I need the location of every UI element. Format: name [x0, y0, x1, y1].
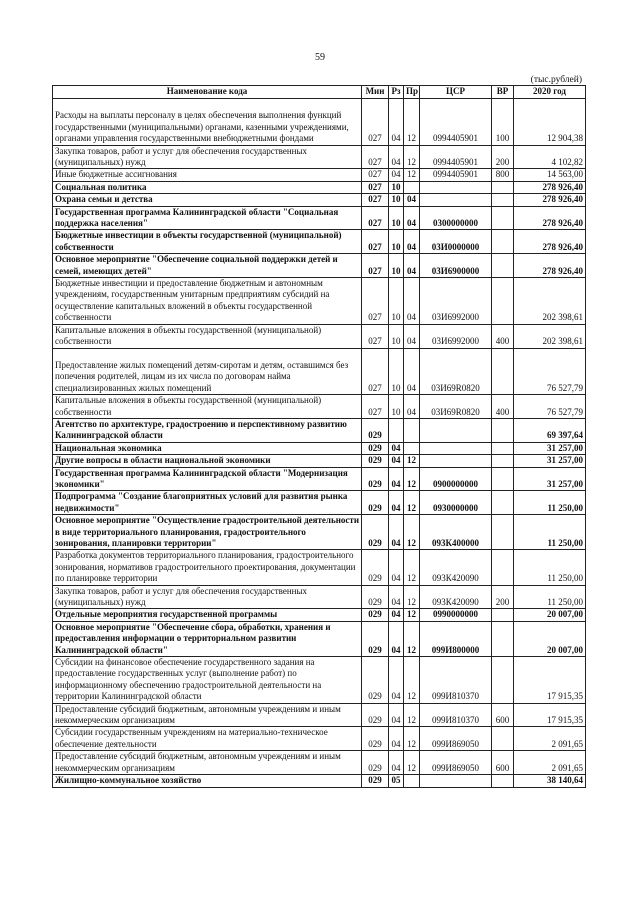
cell-min: 029	[362, 585, 389, 609]
cell-pr	[404, 775, 420, 787]
cell-pr: 12	[404, 585, 420, 609]
cell-rz: 10	[389, 254, 404, 278]
cell-name: Предоставление субсидий бюджетным, автономным учреждениям и иным некоммерческим организациям	[53, 751, 362, 775]
cell-vr: 400	[492, 395, 514, 419]
cell-rz: 04	[389, 703, 404, 727]
cell-csr	[420, 775, 492, 787]
cell-min: 027	[362, 206, 389, 230]
cell-rz: 10	[389, 194, 404, 206]
table-row	[53, 324, 586, 348]
table-row	[53, 775, 586, 787]
cell-rz: 10	[389, 278, 404, 325]
cell-name: Агентство по архитектуре, градостроению и перспективному развитию Калининградской области	[53, 418, 362, 442]
header-pr: Пр	[404, 86, 420, 99]
cell-vr	[492, 181, 514, 193]
cell-pr: 12	[404, 491, 420, 515]
cell-pr: 12	[404, 455, 420, 467]
cell-amount: 2 091,65	[514, 751, 586, 775]
cell-rz: 05	[389, 775, 404, 787]
table-row	[53, 278, 586, 325]
cell-rz: 04	[389, 99, 404, 146]
cell-min: 029	[362, 609, 389, 621]
cell-vr	[492, 609, 514, 621]
cell-pr: 04	[404, 278, 420, 325]
cell-name: Жилищно-коммунальное хозяйство	[53, 775, 362, 787]
table-row	[53, 621, 586, 656]
cell-min: 029	[362, 442, 389, 454]
cell-min: 029	[362, 775, 389, 787]
cell-amount: 11 250,00	[514, 550, 586, 585]
cell-vr	[492, 230, 514, 254]
cell-amount: 2 091,65	[514, 727, 586, 751]
cell-rz: 10	[389, 395, 404, 419]
cell-rz: 04	[389, 751, 404, 775]
cell-pr: 04	[404, 348, 420, 395]
cell-rz: 04	[389, 621, 404, 656]
cell-amount: 278 926,40	[514, 206, 586, 230]
cell-csr	[420, 194, 492, 206]
cell-amount: 278 926,40	[514, 230, 586, 254]
cell-vr	[492, 455, 514, 467]
cell-csr: 099И800000	[420, 621, 492, 656]
cell-amount: 17 915,35	[514, 703, 586, 727]
cell-min: 027	[362, 145, 389, 169]
budget-table	[52, 85, 586, 788]
cell-min: 029	[362, 467, 389, 491]
cell-min: 027	[362, 181, 389, 193]
cell-pr: 12	[404, 703, 420, 727]
cell-min: 027	[362, 254, 389, 278]
table-row	[53, 348, 586, 395]
cell-pr: 12	[404, 609, 420, 621]
cell-amount: 278 926,40	[514, 181, 586, 193]
cell-csr: 03И69R0820	[420, 395, 492, 419]
cell-vr	[492, 442, 514, 454]
cell-amount: 31 257,00	[514, 455, 586, 467]
cell-name: Капитальные вложения в объекты государственной (муниципальной) собственности	[53, 395, 362, 419]
cell-vr: 200	[492, 585, 514, 609]
cell-min: 029	[362, 515, 389, 550]
cell-name: Бюджетные инвестиции и предоставление бюджетным и автономным учреждениям, государственным унитарным предприятиям субсидий на осуществление капитальных вложений в объекты государственной собственности	[53, 278, 362, 325]
cell-amount: 278 926,40	[514, 254, 586, 278]
cell-pr: 04	[404, 395, 420, 419]
cell-pr: 04	[404, 324, 420, 348]
cell-pr: 12	[404, 169, 420, 181]
cell-pr: 12	[404, 621, 420, 656]
cell-vr	[492, 254, 514, 278]
cell-pr: 12	[404, 751, 420, 775]
cell-rz: 04	[389, 442, 404, 454]
cell-rz	[389, 418, 404, 442]
cell-pr: 04	[404, 206, 420, 230]
cell-amount: 11 250,00	[514, 491, 586, 515]
cell-amount: 38 140,64	[514, 775, 586, 787]
cell-rz: 04	[389, 467, 404, 491]
cell-vr	[492, 657, 514, 704]
cell-csr: 093К420090	[420, 585, 492, 609]
cell-min: 027	[362, 278, 389, 325]
cell-rz: 04	[389, 657, 404, 704]
cell-csr: 03И6992000	[420, 278, 492, 325]
cell-rz: 10	[389, 181, 404, 193]
cell-pr: 04	[404, 230, 420, 254]
cell-vr	[492, 194, 514, 206]
table-row	[53, 442, 586, 454]
cell-min: 029	[362, 703, 389, 727]
cell-pr: 04	[404, 254, 420, 278]
cell-csr: 0994405901	[420, 145, 492, 169]
cell-vr: 100	[492, 99, 514, 146]
cell-vr: 600	[492, 703, 514, 727]
cell-csr: 099И810370	[420, 703, 492, 727]
cell-name: Иные бюджетные ассигнования	[53, 169, 362, 181]
cell-pr: 12	[404, 467, 420, 491]
table-row	[53, 703, 586, 727]
cell-min: 027	[362, 324, 389, 348]
cell-amount: 4 102,82	[514, 145, 586, 169]
table-row	[53, 145, 586, 169]
cell-vr: 400	[492, 324, 514, 348]
cell-csr: 0994405901	[420, 99, 492, 146]
table-row	[53, 99, 586, 146]
cell-pr	[404, 442, 420, 454]
cell-vr	[492, 621, 514, 656]
table-row	[53, 194, 586, 206]
cell-rz: 04	[389, 515, 404, 550]
cell-min: 029	[362, 727, 389, 751]
cell-name: Государственная программа Калининградской области "Модернизация экономики"	[53, 467, 362, 491]
cell-vr: 200	[492, 145, 514, 169]
cell-csr: 099И869050	[420, 727, 492, 751]
cell-pr: 04	[404, 194, 420, 206]
table-body	[53, 99, 586, 788]
header-vr: ВР	[492, 86, 514, 99]
cell-amount: 31 257,00	[514, 467, 586, 491]
cell-name: Другие вопросы в области национальной экономики	[53, 455, 362, 467]
cell-name: Основное мероприятие "Осуществление градостроительной деятельности в виде территориального планирования, градостроительного зонирования, планировки территории"	[53, 515, 362, 550]
cell-min: 027	[362, 348, 389, 395]
cell-pr: 12	[404, 727, 420, 751]
cell-csr: 0900000000	[420, 467, 492, 491]
cell-name: Национальная экономика	[53, 442, 362, 454]
table-row	[53, 230, 586, 254]
cell-min: 029	[362, 418, 389, 442]
cell-amount: 31 257,00	[514, 442, 586, 454]
cell-csr: 099И869050	[420, 751, 492, 775]
cell-csr: 03И6900000	[420, 254, 492, 278]
cell-vr: 600	[492, 751, 514, 775]
cell-amount: 76 527,79	[514, 348, 586, 395]
cell-vr	[492, 418, 514, 442]
cell-amount: 76 527,79	[514, 395, 586, 419]
cell-amount: 202 398,61	[514, 324, 586, 348]
cell-csr: 03И69R0820	[420, 348, 492, 395]
cell-name: Расходы на выплаты персоналу в целях обеспечения выполнения функций государственными (муниципальными) органами, казенными учреждениями, органами управления государственными внебюджетными фондами	[53, 99, 362, 146]
table-row	[53, 609, 586, 621]
cell-amount: 202 398,61	[514, 278, 586, 325]
cell-vr	[492, 206, 514, 230]
cell-name: Подпрограмма "Создание благоприятных условий для развития рынка недвижимости"	[53, 491, 362, 515]
cell-name: Бюджетные инвестиции в объекты государственной (муниципальной) собственности	[53, 230, 362, 254]
table-row	[53, 550, 586, 585]
cell-amount: 278 926,40	[514, 194, 586, 206]
cell-csr: 099И810370	[420, 657, 492, 704]
cell-rz: 04	[389, 609, 404, 621]
cell-amount: 69 397,64	[514, 418, 586, 442]
cell-csr	[420, 181, 492, 193]
cell-amount: 20 007,00	[514, 621, 586, 656]
cell-vr	[492, 775, 514, 787]
cell-csr: 093К400000	[420, 515, 492, 550]
cell-pr: 12	[404, 515, 420, 550]
cell-rz: 10	[389, 348, 404, 395]
cell-name: Государственная программа Калининградской области "Социальная поддержка населения"	[53, 206, 362, 230]
table-row	[53, 467, 586, 491]
cell-min: 027	[362, 194, 389, 206]
cell-amount: 17 915,35	[514, 657, 586, 704]
header-year: 2020 год	[514, 86, 586, 99]
cell-name: Отдельные мероприятия государственной программы	[53, 609, 362, 621]
cell-rz: 04	[389, 145, 404, 169]
cell-vr: 800	[492, 169, 514, 181]
cell-vr	[492, 348, 514, 395]
cell-name: Социальная политика	[53, 181, 362, 193]
table-row	[53, 395, 586, 419]
table-row	[53, 418, 586, 442]
cell-vr	[492, 727, 514, 751]
table-row	[53, 181, 586, 193]
cell-rz: 10	[389, 230, 404, 254]
cell-vr	[492, 550, 514, 585]
cell-name: Охрана семьи и детства	[53, 194, 362, 206]
cell-csr	[420, 442, 492, 454]
cell-amount: 20 007,00	[514, 609, 586, 621]
table-row	[53, 727, 586, 751]
cell-rz: 04	[389, 169, 404, 181]
cell-rz: 10	[389, 324, 404, 348]
cell-min: 029	[362, 455, 389, 467]
cell-min: 029	[362, 751, 389, 775]
cell-name: Закупка товаров, работ и услуг для обеспечения государственных (муниципальных) нужд	[53, 585, 362, 609]
cell-rz: 04	[389, 727, 404, 751]
cell-rz: 10	[389, 206, 404, 230]
cell-csr: 0930000000	[420, 491, 492, 515]
cell-csr: 0300000000	[420, 206, 492, 230]
cell-csr: 0994405901	[420, 169, 492, 181]
cell-name: Субсидии на финансовое обеспечение государственного задания на предоставление государственных услуг (выполнение работ) по информационному обеспечению градостроительной деятельности на территории Калининградской области	[53, 657, 362, 704]
cell-name: Предоставление жилых помещений детям-сиротам и детям, оставшимся без попечения родителей, лицам из их числа по договорам найма специализированных жилых помещений	[53, 348, 362, 395]
table-row	[53, 515, 586, 550]
header-min: Мин	[362, 86, 389, 99]
cell-csr: 03И0000000	[420, 230, 492, 254]
cell-name: Предоставление субсидий бюджетным, автономным учреждениям и иным некоммерческим организациям	[53, 703, 362, 727]
cell-name: Закупка товаров, работ и услуг для обеспечения государственных (муниципальных) нужд	[53, 145, 362, 169]
table-row	[53, 455, 586, 467]
cell-vr	[492, 467, 514, 491]
cell-pr: 12	[404, 145, 420, 169]
cell-name: Разработка документов территориального планирования, градостроительного зонирования, нормативов градостроительного проектирования, документации по планировке территории	[53, 550, 362, 585]
cell-vr	[492, 491, 514, 515]
header-row	[53, 86, 586, 99]
cell-rz: 04	[389, 550, 404, 585]
page-number: 59	[315, 52, 325, 63]
table-row	[53, 254, 586, 278]
cell-name: Капитальные вложения в объекты государственной (муниципальной) собственности	[53, 324, 362, 348]
cell-name: Основное мероприятие "Обеспечение социальной поддержки детей и семей, имеющих детей"	[53, 254, 362, 278]
table-row	[53, 169, 586, 181]
cell-min: 027	[362, 230, 389, 254]
table-row	[53, 751, 586, 775]
cell-amount: 11 250,00	[514, 515, 586, 550]
cell-rz: 04	[389, 585, 404, 609]
table-row	[53, 206, 586, 230]
cell-csr: 03И6992000	[420, 324, 492, 348]
cell-min: 029	[362, 657, 389, 704]
cell-amount: 14 563,00	[514, 169, 586, 181]
cell-pr	[404, 181, 420, 193]
cell-min: 027	[362, 395, 389, 419]
units-label: (тыс.рублей)	[530, 75, 582, 85]
cell-min: 027	[362, 169, 389, 181]
cell-csr: 093К420090	[420, 550, 492, 585]
cell-csr	[420, 418, 492, 442]
cell-pr: 12	[404, 99, 420, 146]
cell-name: Основное мероприятие "Обеспечение сбора, обработки, хранения и предоставления информации о территориальном развитии Калининградской области"	[53, 621, 362, 656]
header-csr: ЦСР	[420, 86, 492, 99]
table-row	[53, 491, 586, 515]
cell-name: Субсидии государственным учреждениям на материально-техническое обеспечение деятельности	[53, 727, 362, 751]
cell-pr: 12	[404, 550, 420, 585]
cell-min: 029	[362, 621, 389, 656]
cell-min: 029	[362, 491, 389, 515]
cell-vr	[492, 515, 514, 550]
cell-csr	[420, 455, 492, 467]
cell-amount: 11 250,00	[514, 585, 586, 609]
cell-rz: 04	[389, 455, 404, 467]
cell-rz: 04	[389, 491, 404, 515]
cell-pr	[404, 418, 420, 442]
cell-min: 027	[362, 99, 389, 146]
table-row	[53, 585, 586, 609]
cell-min: 029	[362, 550, 389, 585]
cell-vr	[492, 278, 514, 325]
cell-csr: 0990000000	[420, 609, 492, 621]
cell-amount: 12 904,38	[514, 99, 586, 146]
table-row	[53, 657, 586, 704]
cell-pr: 12	[404, 657, 420, 704]
header-name: Наименование кода	[53, 86, 362, 99]
header-rz: Рз	[389, 86, 404, 99]
